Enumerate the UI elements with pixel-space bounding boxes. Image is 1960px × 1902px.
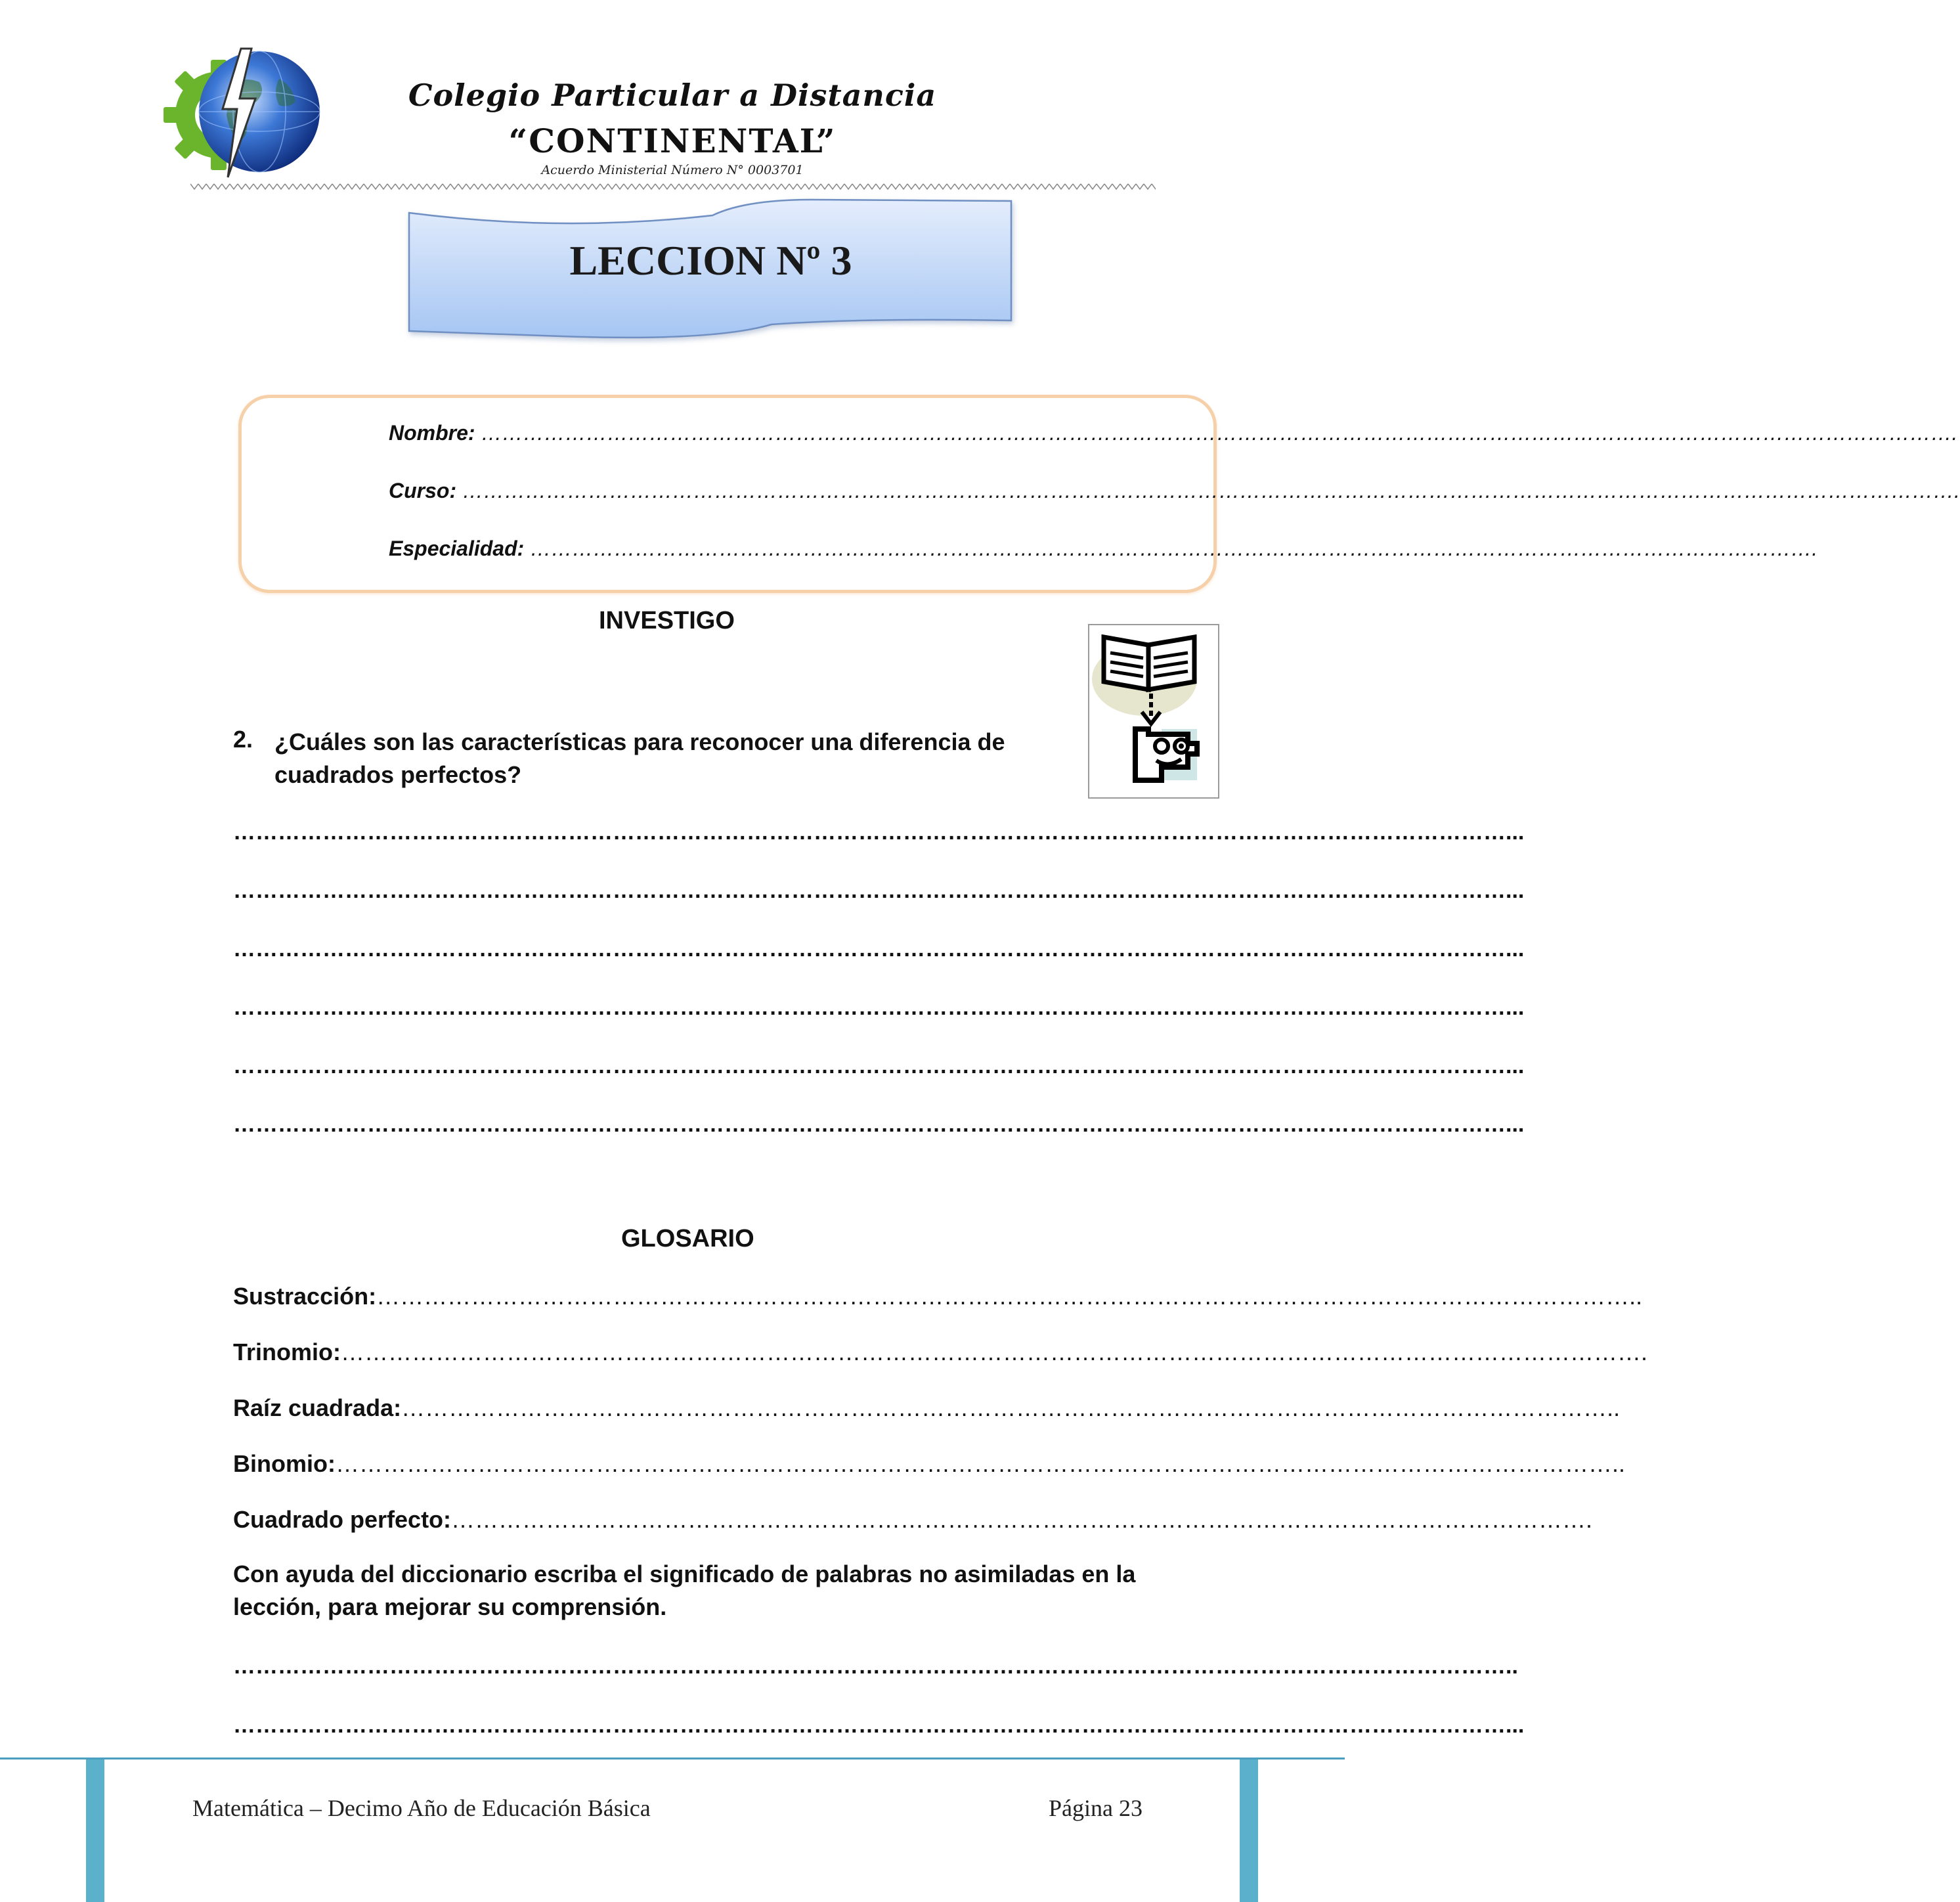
answer-line[interactable]: ………………………………………………………………………………………………………………………………………………………...	[233, 1112, 1525, 1137]
ministerial-agreement: Acuerdo Ministerial Número N° 0003701	[541, 163, 804, 177]
glossary-blank: ……………………………………………………………………………………………………………………………………………..	[376, 1283, 1643, 1310]
school-name: Colegio Particular a Distancia	[408, 77, 937, 113]
question-text: ¿Cuáles son las características para reconocer una diferencia de cuadrados perfectos?	[274, 728, 1005, 788]
investigo-heading: INVESTIGO	[599, 607, 735, 634]
student-info-box	[238, 395, 1960, 593]
course-label: Curso:	[389, 479, 457, 502]
glossary-term: Binomio:	[233, 1450, 336, 1477]
answer-line[interactable]: ………………………………………………………………………………………………………………………………………………………...	[233, 820, 1525, 845]
glossary-term: Cuadrado perfecto:	[233, 1506, 452, 1533]
answer-line[interactable]: ………………………………………………………………………………………………………………………………………………………..	[233, 1654, 1518, 1679]
answer-line[interactable]: ………………………………………………………………………………………………………………………………………………………...	[233, 937, 1525, 962]
course-field[interactable]	[389, 479, 1960, 503]
header-divider	[190, 181, 1156, 193]
name-field[interactable]	[389, 421, 1957, 445]
footer-accent-left	[86, 1759, 104, 1902]
glossary-blank: ………………………………………………………………………………………………………………………………………………..	[335, 1450, 1625, 1477]
name-blank: ………………………………………………………………………………………………………………………………………………………………………………………….	[481, 421, 1958, 445]
answer-line[interactable]: ………………………………………………………………………………………………………………………………………………………...	[233, 1713, 1525, 1738]
specialty-blank: ………………………………………………………………………………………………………………………………………………………………….	[530, 537, 1818, 560]
glosario-heading: GLOSARIO	[621, 1225, 754, 1252]
glossary-blank: ………………………………………………………………………………………………………………………………………..	[401, 1394, 1621, 1421]
specialty-label: Especialidad:	[389, 537, 525, 560]
glossary-instruction: Con ayuda del diccionario escriba el significado de palabras no asimiladas en la lección, para mejorar su comprensión.	[233, 1560, 1136, 1620]
answer-line[interactable]: ………………………………………………………………………………………………………………………………………………………...	[233, 1053, 1525, 1078]
footer-divider	[0, 1758, 1345, 1759]
answer-line[interactable]: ………………………………………………………………………………………………………………………………………………………...	[233, 995, 1525, 1020]
question-number: 2.	[233, 726, 253, 753]
glossary-item[interactable]	[233, 1394, 1621, 1422]
glossary-item[interactable]	[233, 1506, 1593, 1534]
glossary-item[interactable]	[233, 1450, 1625, 1478]
answer-line[interactable]: ………………………………………………………………………………………………………………………………………………………...	[233, 878, 1525, 903]
footer-accent-right	[1240, 1759, 1258, 1902]
glossary-blank: ………………………………………………………………………………………………………………………………………………….	[341, 1338, 1648, 1365]
glossary-item[interactable]	[233, 1338, 1648, 1366]
glossary-item[interactable]	[233, 1283, 1643, 1310]
book-reading-icon	[1088, 624, 1219, 799]
page-number: Página 23	[1049, 1795, 1143, 1821]
school-name-continental: “CONTINENTAL”	[508, 122, 837, 160]
glossary-term: Sustracción:	[233, 1283, 377, 1310]
glossary-blank: ……………………………………………………………………………………………………………………………….	[451, 1506, 1593, 1533]
specialty-field[interactable]	[389, 537, 1818, 561]
name-label: Nombre:	[389, 421, 475, 445]
footer-subject: Matemática – Decimo Año de Educación Básica	[192, 1795, 651, 1821]
course-blank: …………………………………………………………………………………………………………………………………………………………………………………………….	[462, 479, 1960, 502]
glossary-term: Raíz cuadrada:	[233, 1394, 402, 1421]
glossary-term: Trinomio:	[233, 1338, 341, 1365]
lesson-title: LECCION Nº 3	[569, 237, 852, 284]
